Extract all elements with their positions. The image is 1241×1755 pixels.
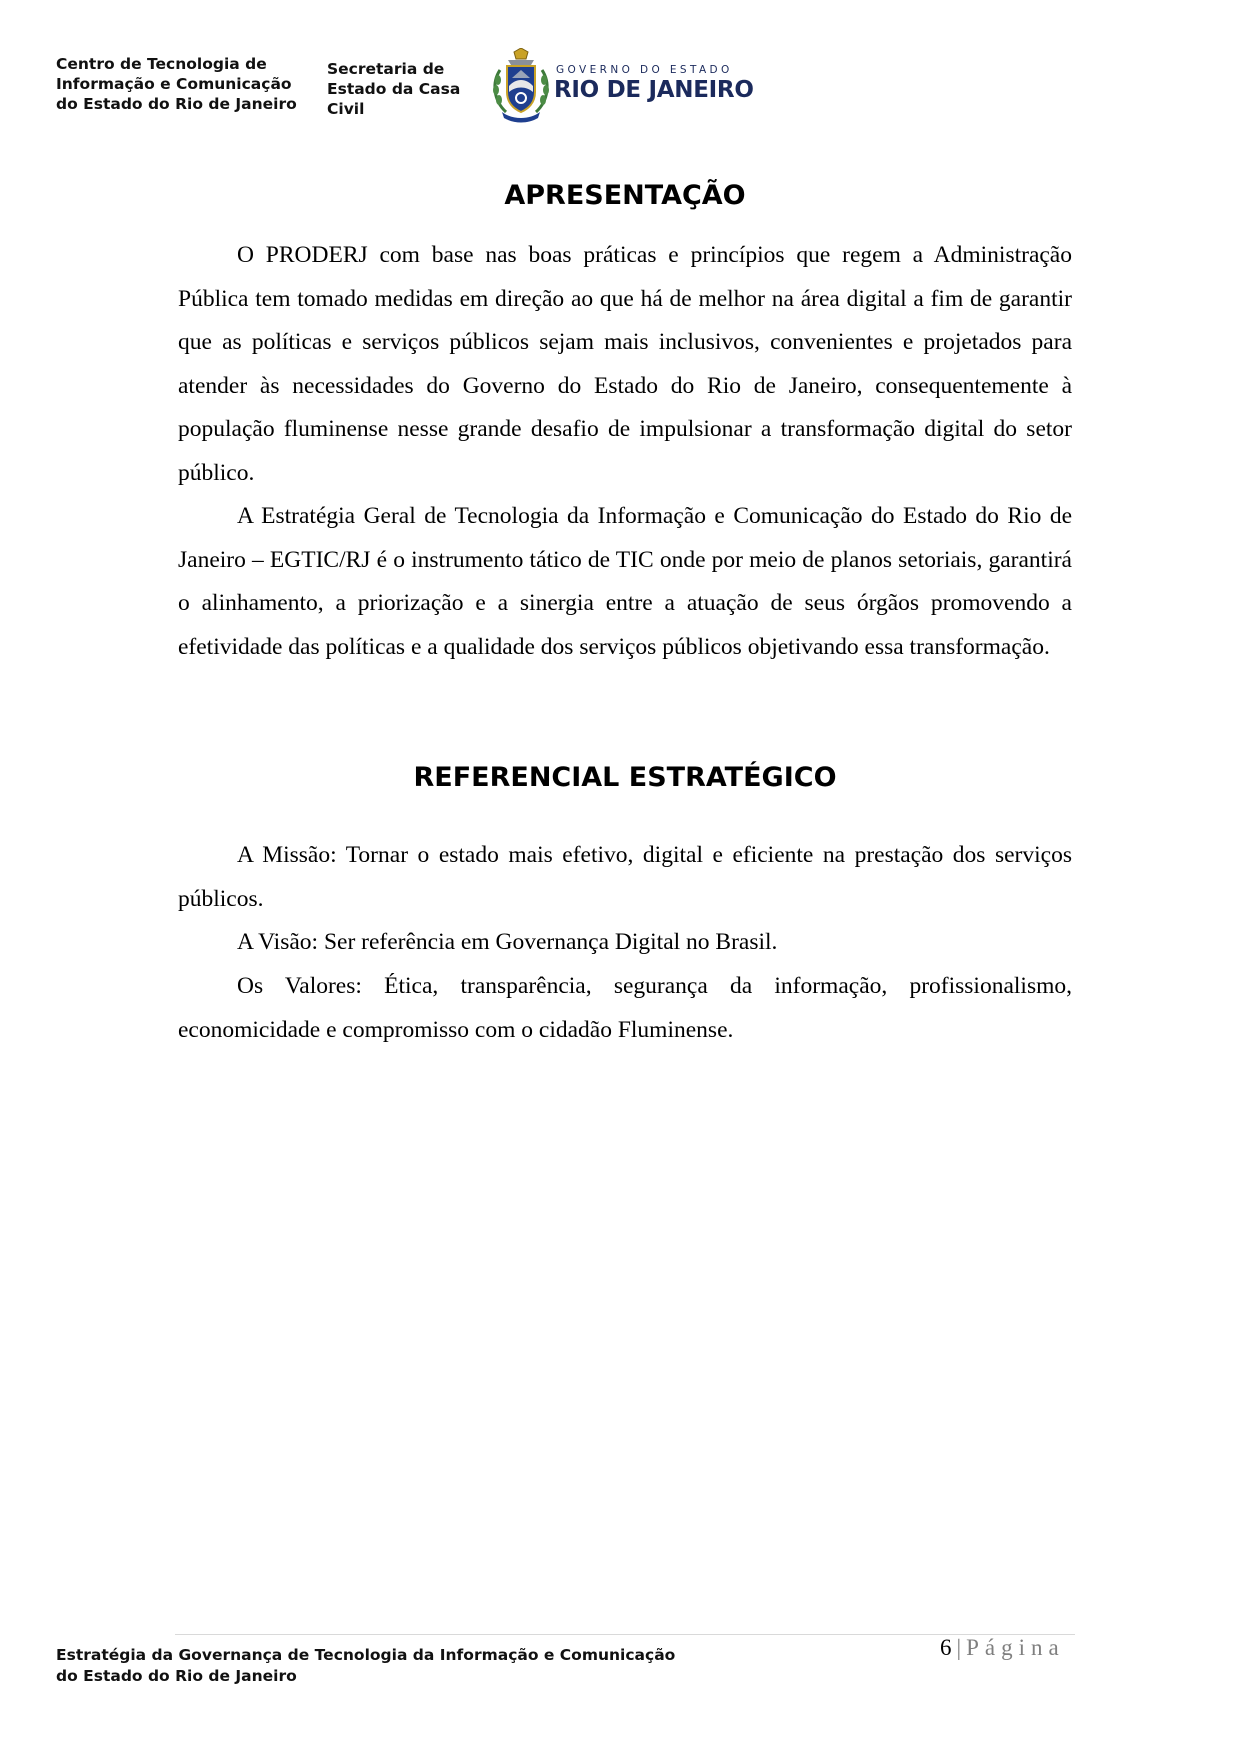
header-ctic-line: Centro de Tecnologia de	[56, 55, 267, 73]
page-number-separator: |	[956, 1635, 962, 1660]
footer-document-title	[56, 1645, 675, 1687]
header-ctic-name	[56, 54, 316, 114]
footer-line: do Estado do Rio de Janeiro	[56, 1667, 297, 1685]
header-casa-civil-line: Secretaria de	[327, 60, 445, 78]
government-logo	[490, 48, 765, 123]
paragraph-apresentacao-2: A Estratégia Geral de Tecnologia da Informação e Comunicação do Estado do Rio de Janeiro – EGTIC/RJ é o instrumento tático de TIC onde por meio de planos setoriais, garantirá o alinhamento, a priorização e a sinergia entre a atuação de seus órgãos promovendo a efetividade das políticas e a qualidade dos serviços públicos objetivando essa transformação.	[178, 503, 1072, 660]
header-ctic-line: do Estado do Rio de Janeiro	[56, 95, 297, 113]
page-label: Página	[966, 1635, 1065, 1660]
logo-line-governo: GOVERNO DO ESTADO	[556, 64, 733, 76]
paragraph-missao: A Missão: Tornar o estado mais efetivo, digital e eficiente na prestação dos serviços públicos.	[178, 842, 1072, 912]
page-number-value: 6	[940, 1635, 952, 1660]
section-title-apresentacao: APRESENTAÇÃO	[504, 180, 746, 211]
rj-coat-of-arms-icon	[490, 48, 552, 123]
paragraph-apresentacao-1: O PRODERJ com base nas boas práticas e princípios que regem a Administração Pública tem tomado medidas em direção ao que há de melhor na área digital a fim de garantir que as políticas e serviços públicos sejam mais inclusivos, convenientes e projetados para atender às necessidades do Governo do Estado do Rio de Janeiro, consequentemente à população fluminense nesse grande desafio de impulsionar a transformação digital do setor público.	[178, 242, 1072, 486]
header-casa-civil-line: Civil	[327, 100, 365, 118]
footer-line: Estratégia da Governança de Tecnologia da Informação e Comunicação	[56, 1646, 676, 1664]
header-ctic-line: Informação e Comunicação	[56, 75, 292, 93]
paragraph-visao: A Visão: Ser referência em Governança Digital no Brasil.	[237, 929, 778, 955]
section-title-referencial: REFERENCIAL ESTRATÉGICO	[413, 762, 837, 793]
page-number	[940, 1635, 1070, 1661]
header-casa-civil-line: Estado da Casa	[327, 80, 461, 98]
logo-line-rio-de-janeiro: RIO DE JANEIRO	[554, 77, 754, 103]
paragraph-valores: Os Valores: Ética, transparência, segurança da informação, profissionalismo, economicidade e compromisso com o cidadão Fluminense.	[178, 973, 1072, 1043]
header-casa-civil-name	[327, 59, 477, 119]
